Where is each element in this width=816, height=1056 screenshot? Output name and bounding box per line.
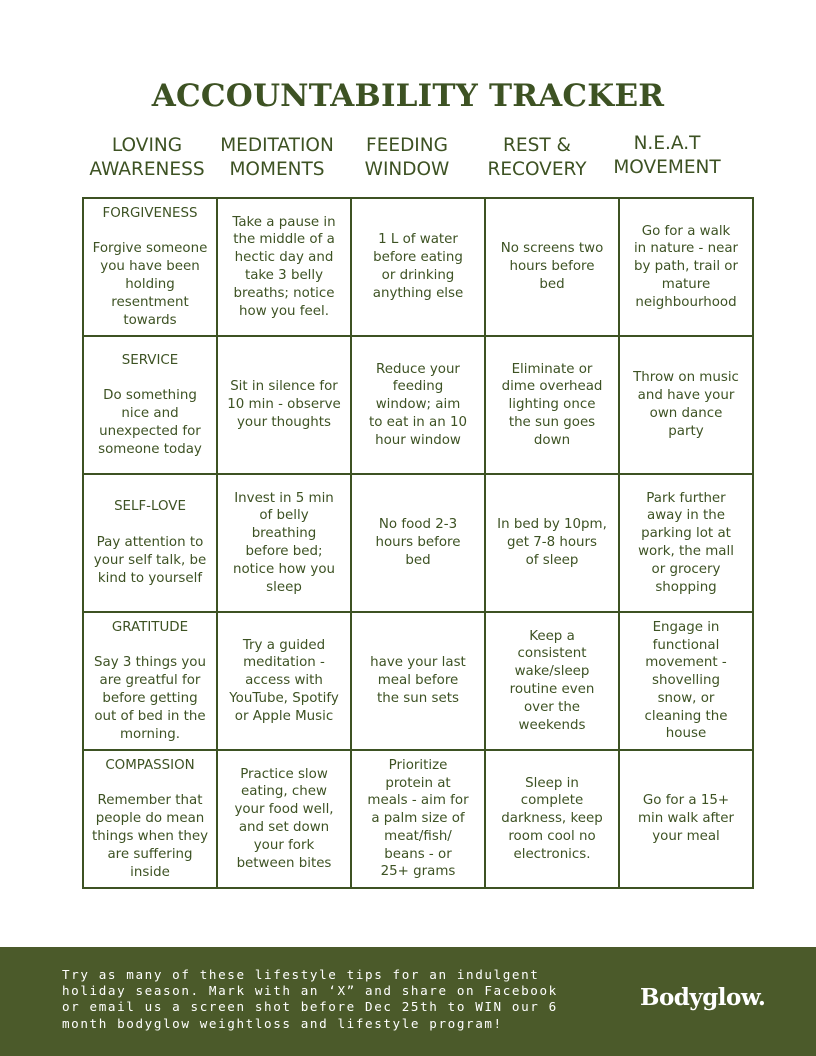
cell-text: Throw on music and have your own dance party xyxy=(633,370,739,439)
tracker-cell[interactable] xyxy=(619,474,753,612)
column-headers xyxy=(82,132,732,184)
tracker-cell[interactable] xyxy=(83,612,217,750)
bodyglow-logo: Bodyglow. xyxy=(640,984,766,1011)
cell-text: No screens two hours before bed xyxy=(500,241,604,292)
cell-heading: SERVICE xyxy=(121,352,179,368)
header-meditation-moments: MEDITATION MOMENTS xyxy=(220,135,334,180)
tracker-cell[interactable] xyxy=(217,612,351,750)
tracker-row xyxy=(83,750,753,888)
cell-text: Pay attention to your self talk, be kind to yourself xyxy=(93,535,207,586)
tracker-row xyxy=(83,474,753,612)
cell-text: No food 2-3 hours before bed xyxy=(375,517,461,568)
cell-text: Park further away in the parking lot at work, the mall or grocery shopping xyxy=(638,490,734,595)
cell-text: Take a pause in the middle of a hectic day and take 3 belly breaths; notice how you feel. xyxy=(232,214,336,319)
cell-text: Keep a consistent wake/sleep routine even over the weekends xyxy=(509,628,595,733)
cell-text: Go for a walk in nature - near by path, trail or mature neighbourhood xyxy=(633,223,739,310)
cell-heading: COMPASSION xyxy=(105,757,195,773)
tracker-cell[interactable] xyxy=(485,198,619,336)
tracker-cell[interactable] xyxy=(83,750,217,888)
cell-heading: GRATITUDE xyxy=(111,619,189,635)
cell-text: Prioritize protein at meals - aim for a palm size of meat/fish/ beans - or 25+ grams xyxy=(367,757,469,880)
header-neat-movement: N.E.A.T MOVEMENT xyxy=(613,133,721,178)
cell-text: Sit in silence for 10 min - observe your thoughts xyxy=(227,379,341,430)
tracker-cell[interactable] xyxy=(351,474,485,612)
header-feeding-window: FEEDING WINDOW xyxy=(364,135,450,180)
cell-text: 1 L of water before eating or drinking anything else xyxy=(372,232,464,301)
cell-text: have your last meal before the sun sets xyxy=(370,655,466,706)
cell-heading: SELF-LOVE xyxy=(114,499,186,515)
cell-text: Do something nice and unexpected for someone today xyxy=(98,388,202,457)
tracker-grid xyxy=(82,197,754,889)
tracker-cell[interactable] xyxy=(485,750,619,888)
cell-text: In bed by 10pm, get 7-8 hours of sleep xyxy=(497,517,607,568)
tracker-cell[interactable] xyxy=(619,198,753,336)
tracker-cell[interactable] xyxy=(351,750,485,888)
tracker-cell[interactable] xyxy=(217,336,351,474)
tracker-cell[interactable] xyxy=(217,198,351,336)
tracker-cell[interactable] xyxy=(485,336,619,474)
footer-text: Try as many of these lifestyle tips for an indulgent holiday season. Mark with an ‘X” and share on Facebook or email us a screen shot before Dec 25th to WIN our 6 month bodyglow weightloss and lifestyle program! xyxy=(62,967,558,1031)
tracker-cell[interactable] xyxy=(619,750,753,888)
tracker-cell[interactable] xyxy=(351,198,485,336)
cell-text: Invest in 5 min of belly breathing before bed; notice how you sleep xyxy=(233,490,335,595)
cell-text: Forgive someone you have been holding resentment towards xyxy=(92,241,208,328)
tracker-cell[interactable] xyxy=(83,198,217,336)
tracker-cell[interactable] xyxy=(619,336,753,474)
cell-text: Sleep in complete darkness, keep room cool no electronics. xyxy=(501,775,603,862)
cell-heading: FORGIVENESS xyxy=(102,205,198,221)
header-loving-awareness: LOVING AWARENESS xyxy=(89,135,205,180)
tracker-cell[interactable] xyxy=(351,336,485,474)
tracker-cell[interactable] xyxy=(217,474,351,612)
tracker-row xyxy=(83,198,753,336)
tracker-row xyxy=(83,612,753,750)
cell-text: Reduce your feeding window; aim to eat in an 10 hour window xyxy=(368,361,468,448)
cell-text: Practice slow eating, chew your food well, and set down your fork between bites xyxy=(234,766,334,871)
tracker-cell[interactable] xyxy=(351,612,485,750)
header-rest-recovery: REST & RECOVERY xyxy=(487,135,587,180)
page-title: ACCOUNTABILITY TRACKER xyxy=(151,78,665,114)
tracker-cell[interactable] xyxy=(83,336,217,474)
tracker-cell[interactable] xyxy=(217,750,351,888)
tracker-cell[interactable] xyxy=(485,612,619,750)
cell-text: Remember that people do mean things when they are suffering inside xyxy=(92,793,208,880)
cell-text: Say 3 things you are greatful for before getting out of bed in the morning. xyxy=(94,655,206,742)
tracker-cell[interactable] xyxy=(83,474,217,612)
cell-text: Engage in functional movement - shovelling snow, or cleaning the house xyxy=(644,619,728,742)
cell-text: Eliminate or dime overhead lighting once the sun goes down xyxy=(501,361,603,448)
tracker-cell[interactable] xyxy=(619,612,753,750)
tracker-cell[interactable] xyxy=(485,474,619,612)
tracker-row xyxy=(83,336,753,474)
footer-banner xyxy=(0,947,816,1056)
cell-text: Go for a 15+ min walk after your meal xyxy=(637,793,735,844)
cell-text: Try a guided meditation - access with YouTube, Spotify or Apple Music xyxy=(229,637,339,724)
